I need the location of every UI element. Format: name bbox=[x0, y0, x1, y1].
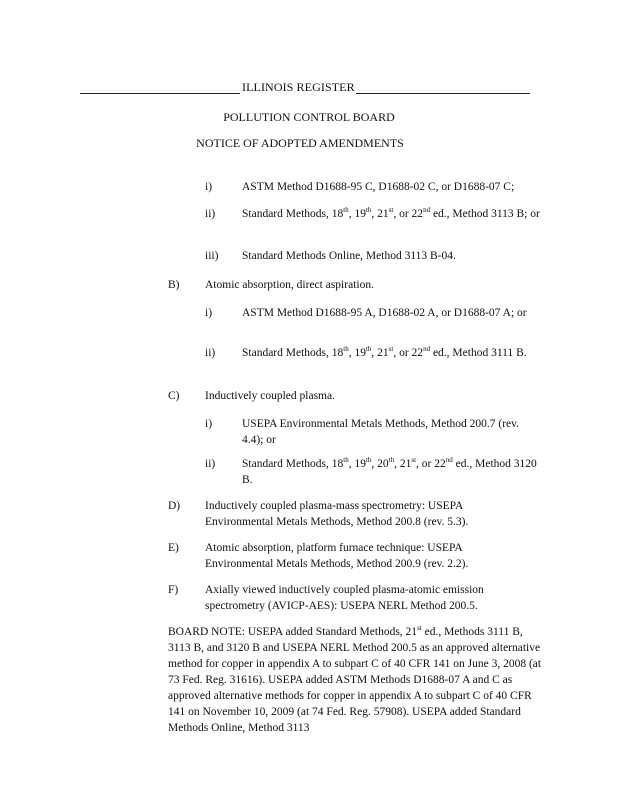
item-c-ii-text: Standard Methods, 18th, 19th, 20th, 21st, or 22nd ed., Method 3120 B. bbox=[242, 456, 537, 486]
board-note: BOARD NOTE: USEPA added Standard Methods, 21st ed., Methods 3111 B, 3113 B, and 3120 B and USEPA NERL Method 200.5 as an approved alternative method for copper in appendix A to subpart C of 40 CFR 141 on June 3, 2008 (at 73 Fed. Reg. 31616). USEPA added ASTM Methods D1688-07 A and C as approved alternative methods for copper in appendix A to subpart C of 40 CFR 141 on November 10, 2009 (at 74 Fed. Reg. 57908). USEPA added Standard Methods Online, Method 3113 bbox=[168, 624, 542, 734]
item-c-text: Inductively coupled plasma. bbox=[205, 390, 335, 402]
item-a-i-text: ASTM Method D1688-95 C, D1688-02 C, or D1688-07 C; bbox=[242, 181, 515, 193]
item-a-ii-marker: ii) bbox=[205, 208, 216, 220]
item-a-ii-text: Standard Methods, 18th, 19th, 21st, or 22nd ed., Method 3113 B; or bbox=[242, 206, 540, 220]
header-rule-right bbox=[356, 93, 530, 94]
notice-title: NOTICE OF ADOPTED AMENDMENTS bbox=[196, 136, 404, 150]
item-d-marker: D) bbox=[168, 500, 181, 512]
register-title: ILLINOIS REGISTER bbox=[242, 80, 355, 94]
item-a-iii-text: Standard Methods Online, Method 3113 B-04. bbox=[242, 250, 456, 262]
item-b-marker: B) bbox=[168, 279, 180, 291]
item-d-text: Inductively coupled plasma-mass spectrometry: USEPA Environmental Metals Methods, Method 200.8 (rev. 5.3). bbox=[205, 500, 469, 528]
item-b-ii-marker: ii) bbox=[205, 347, 216, 359]
item-c-i-text: USEPA Environmental Metals Methods, Method 200.7 (rev. 4.4); or bbox=[242, 418, 520, 446]
board-title: POLLUTION CONTROL BOARD bbox=[223, 110, 395, 124]
item-c-ii-marker: ii) bbox=[205, 458, 216, 470]
item-b-ii-text: Standard Methods, 18th, 19th, 21st, or 22nd ed., Method 3111 B. bbox=[242, 345, 527, 359]
item-a-iii-marker: iii) bbox=[205, 250, 219, 262]
item-b-text: Atomic absorption, direct aspiration. bbox=[205, 279, 374, 291]
item-b-i-marker: i) bbox=[205, 307, 213, 319]
item-c-i-marker: i) bbox=[205, 418, 213, 430]
item-c-marker: C) bbox=[168, 390, 180, 402]
header-rule-left bbox=[80, 93, 240, 94]
item-b-i-text: ASTM Method D1688-95 A, D1688-02 A, or D1688-07 A; or bbox=[242, 307, 527, 319]
item-a-i-marker: i) bbox=[205, 181, 213, 193]
item-f-text: Axially viewed inductively coupled plasma-atomic emission spectrometry (AVICP-AES): USEPA NERL Method 200.5. bbox=[205, 584, 484, 612]
item-e-marker: E) bbox=[168, 542, 179, 554]
item-e-text: Atomic absorption, platform furnace technique: USEPA Environmental Metals Methods, Method 200.9 (rev. 2.2). bbox=[205, 542, 469, 570]
item-f-marker: F) bbox=[168, 584, 179, 596]
